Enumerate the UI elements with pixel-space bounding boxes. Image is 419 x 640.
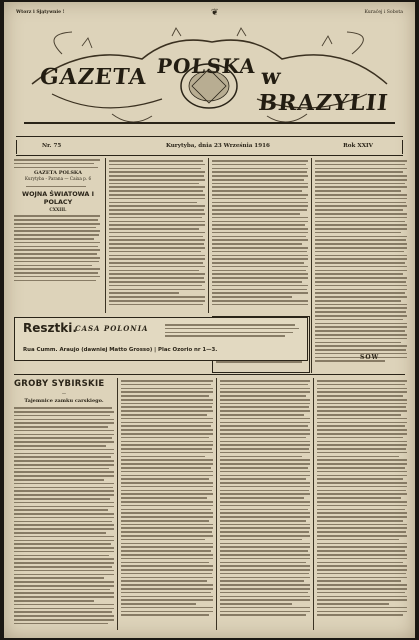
article-column-3 <box>212 160 308 312</box>
article-column-4 <box>315 160 407 370</box>
ornament-icon: ❦ <box>211 8 219 18</box>
masthead <box>22 24 397 132</box>
bottom-column-4 <box>317 380 407 628</box>
divider <box>16 155 403 156</box>
resztki-advertisement <box>14 317 308 361</box>
issue-frequency-note: Wtorz i Sjątywnie ! <box>16 10 65 15</box>
publisher-address: Kurytyba - Parana — Caixa p. 6 <box>24 176 92 182</box>
ad-brand: CASA POLONIA <box>75 324 149 333</box>
article-subheading: CXXIII. <box>49 207 67 213</box>
groby-heading: GROBY SYBIRSKIE <box>14 379 105 389</box>
groby-subheading: Tajemnice zamku carskiego. <box>24 398 104 405</box>
issue-days-note: Kuraćej i Sobota <box>364 10 403 15</box>
newspaper-page <box>4 2 415 638</box>
publisher-name: GAZETA POLSKA <box>34 170 82 177</box>
title-word-polska: POLSKA <box>155 54 258 78</box>
issue-year: Rok XXIV <box>343 143 373 149</box>
issue-date: Kurytyba, dnia 23 Września 1916 <box>166 143 270 149</box>
title-word-gazeta: GAZETA <box>38 64 149 90</box>
ad-title: Resztki. <box>23 321 77 335</box>
dateline <box>16 140 403 154</box>
divider <box>14 374 405 375</box>
issue-number: Nr. 75 <box>42 143 62 149</box>
ad-address: Rua Cumm. Araujo (dawniej Matto Grosso) | Plac Ozorio nr 1—3. <box>23 347 218 353</box>
left-column <box>14 159 102 314</box>
groby-sybirskie-column: GROBY SYBIRSKIE — Tajemnice zamku carskiego. <box>14 379 114 629</box>
bottom-column-3 <box>220 380 310 628</box>
article-column-2 <box>109 160 205 312</box>
article-heading-wojna: WOJNA ŚWIATOWA I POLACY <box>22 190 94 207</box>
divider <box>16 136 403 137</box>
top-header <box>16 10 403 20</box>
footer-mark: SOW <box>360 354 380 361</box>
bottom-column-2 <box>121 380 213 628</box>
title-word-brazylii: w BRAZYLII <box>257 64 390 116</box>
